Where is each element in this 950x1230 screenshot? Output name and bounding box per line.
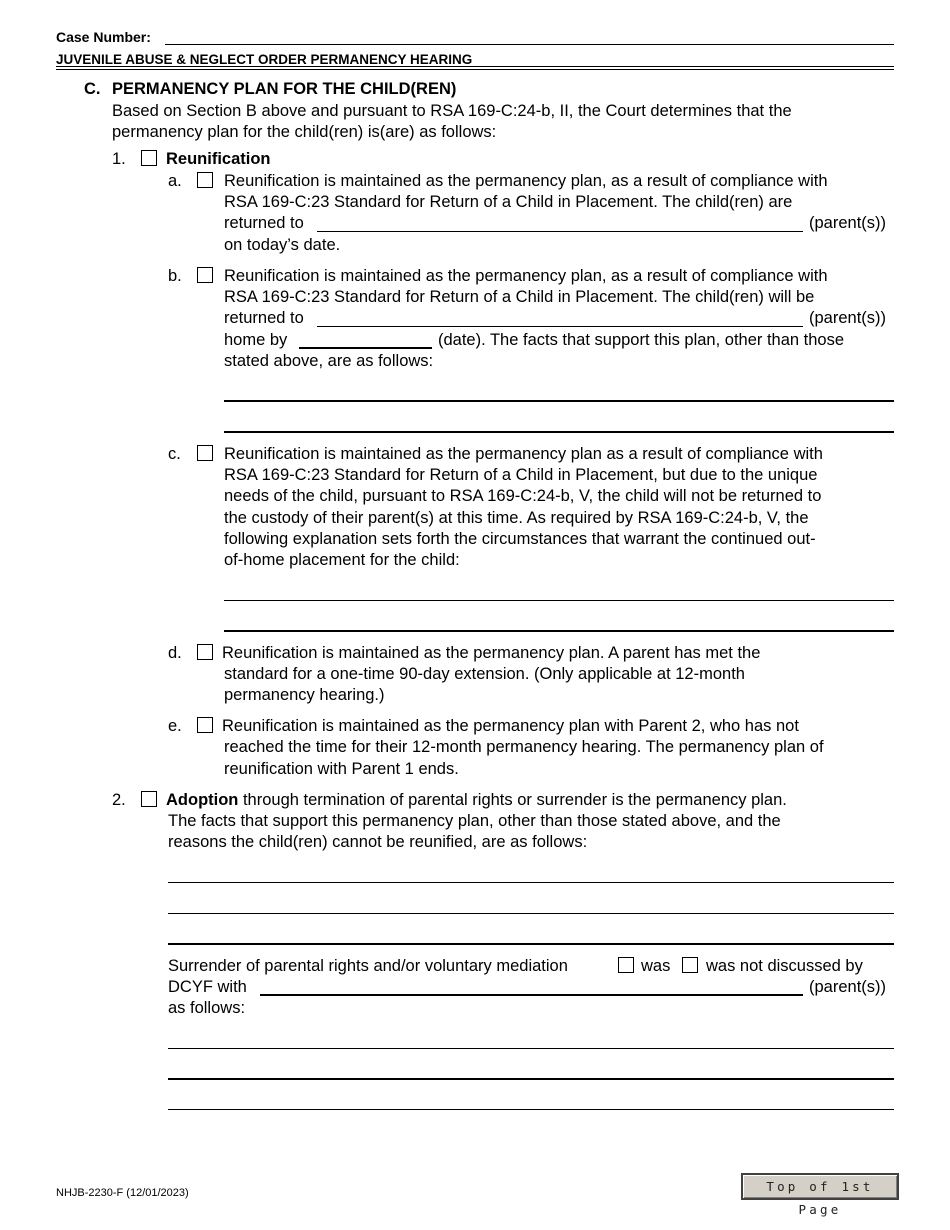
item1b-checkbox[interactable]	[197, 267, 213, 283]
item1b-letter: b.	[168, 267, 182, 285]
item1e-line-2: reached the time for their 12-month permanency hearing. The permanency plan of	[224, 738, 824, 756]
surrender-line-2[interactable]	[168, 1078, 894, 1080]
item1a-letter: a.	[168, 172, 182, 190]
item1c-line-5: following explanation sets forth the circumstances that warrant the continued out-	[224, 530, 816, 548]
item1e-checkbox[interactable]	[197, 717, 213, 733]
was-not-discussed-checkbox[interactable]	[682, 957, 698, 973]
item1c-line-4: the custody of their parent(s) at this time. As required by RSA 169-C:24-b, V, the	[224, 509, 809, 527]
item2-title-rest: through termination of parental rights or surrender is the permanency plan.	[238, 791, 787, 809]
item1b-returned-to: returned to	[224, 309, 304, 327]
form-id: NHJB-2230-F (12/01/2023)	[56, 1187, 189, 1199]
item1d-checkbox[interactable]	[197, 644, 213, 660]
item2-heading	[166, 790, 787, 811]
item1e-letter: e.	[168, 717, 182, 735]
as-follows-label: as follows:	[168, 999, 246, 1017]
header-rule-top	[56, 66, 894, 67]
item1b-facts-line-2[interactable]	[224, 431, 894, 433]
header-rule-bottom	[56, 69, 894, 70]
item1d-line-3: permanency hearing.)	[224, 686, 385, 704]
item1c-explanation-line-2[interactable]	[224, 630, 894, 632]
adoption-checkbox[interactable]	[141, 791, 157, 807]
item1d-line-1: Reunification is maintained as the permanency plan. A parent has met the	[222, 644, 761, 662]
dcyf-parent-field[interactable]	[260, 994, 803, 996]
section-letter: C.	[84, 80, 101, 98]
item1c-checkbox[interactable]	[197, 445, 213, 461]
item2-title: Adoption	[166, 791, 239, 809]
item1c-line-6: of-home placement for the child:	[224, 551, 460, 569]
section-intro-line-1: Based on Section B above and pursuant to RSA 169-C:24-b, II, the Court determines that the	[112, 102, 792, 120]
item1b-last: stated above, are as follows:	[224, 352, 434, 370]
item1a-parents: (parent(s))	[809, 214, 887, 232]
item1a-line-1: Reunification is maintained as the permanency plan, as a result of compliance with	[224, 172, 828, 190]
item1c-line-1: Reunification is maintained as the permanency plan as a result of compliance with	[224, 445, 823, 463]
item1a-checkbox[interactable]	[197, 172, 213, 188]
section-intro-line-2: permanency plan for the child(ren) is(are) as follows:	[112, 123, 497, 141]
reunification-checkbox[interactable]	[141, 150, 157, 166]
section-title: PERMANENCY PLAN FOR THE CHILD(REN)	[112, 80, 457, 98]
was-label: was	[641, 957, 671, 975]
item1b-date-suffix: (date). The facts that support this plan, other than those	[438, 331, 845, 349]
item1e-line-3: reunification with Parent 1 ends.	[224, 760, 459, 778]
item1b-parents: (parent(s))	[809, 309, 887, 327]
item1b-facts-line-1[interactable]	[224, 400, 894, 402]
dcyf-with-label: DCYF with	[168, 978, 247, 996]
item1d-line-2: standard for a one-time 90-day extension. (Only applicable at 12-month	[224, 665, 745, 683]
item1a-line-2: RSA 169-C:23 Standard for Return of a Child in Placement. The child(ren) are	[224, 193, 793, 211]
item1c-letter: c.	[168, 445, 181, 463]
item1b-home-by: home by	[224, 331, 288, 349]
item1e-line-1: Reunification is maintained as the permanency plan with Parent 2, who has not	[222, 717, 799, 735]
item2-facts-line-2[interactable]	[168, 913, 894, 914]
surrender-line-1[interactable]	[168, 1048, 894, 1049]
case-number-field[interactable]	[165, 44, 894, 45]
item1b-parent-field[interactable]	[317, 326, 803, 327]
surrender-line-3[interactable]	[168, 1109, 894, 1110]
item2-line-1: The facts that support this permanency plan, other than those stated above, and the	[168, 812, 781, 830]
item1b-date-field[interactable]	[299, 347, 432, 349]
item1b-line-1: Reunification is maintained as the permanency plan, as a result of compliance with	[224, 267, 828, 285]
item1d-letter: d.	[168, 644, 182, 662]
top-of-first-page-button[interactable]: Top of 1st Page	[741, 1173, 899, 1200]
item2-facts-line-3[interactable]	[168, 943, 894, 945]
item1c-line-2: RSA 169-C:23 Standard for Return of a Child in Placement, but due to the unique	[224, 466, 818, 484]
item1-title: Reunification	[166, 150, 271, 168]
item1a-returned-to: returned to	[224, 214, 304, 232]
dcyf-parents: (parent(s))	[809, 978, 887, 996]
item2-line-2: reasons the child(ren) cannot be reunified, are as follows:	[168, 833, 588, 851]
surrender-text: Surrender of parental rights and/or voluntary mediation	[168, 957, 568, 975]
item1a-last: on today’s date.	[224, 236, 341, 254]
item1a-parent-field[interactable]	[317, 231, 803, 232]
form-title: JUVENILE ABUSE & NEGLECT ORDER PERMANENCY HEARING	[56, 52, 473, 67]
item1c-line-3: needs of the child, pursuant to RSA 169-C:24-b, V, the child will not be returned to	[224, 487, 822, 505]
item1c-explanation-line-1[interactable]	[224, 600, 894, 601]
was-discussed-checkbox[interactable]	[618, 957, 634, 973]
was-not-label: was not discussed by	[706, 957, 863, 975]
item1b-line-2: RSA 169-C:23 Standard for Return of a Child in Placement. The child(ren) will be	[224, 288, 815, 306]
item2-facts-line-1[interactable]	[168, 882, 894, 883]
case-number-label: Case Number:	[56, 29, 151, 45]
item2-number: 2.	[112, 791, 126, 809]
item1-number: 1.	[112, 150, 126, 168]
